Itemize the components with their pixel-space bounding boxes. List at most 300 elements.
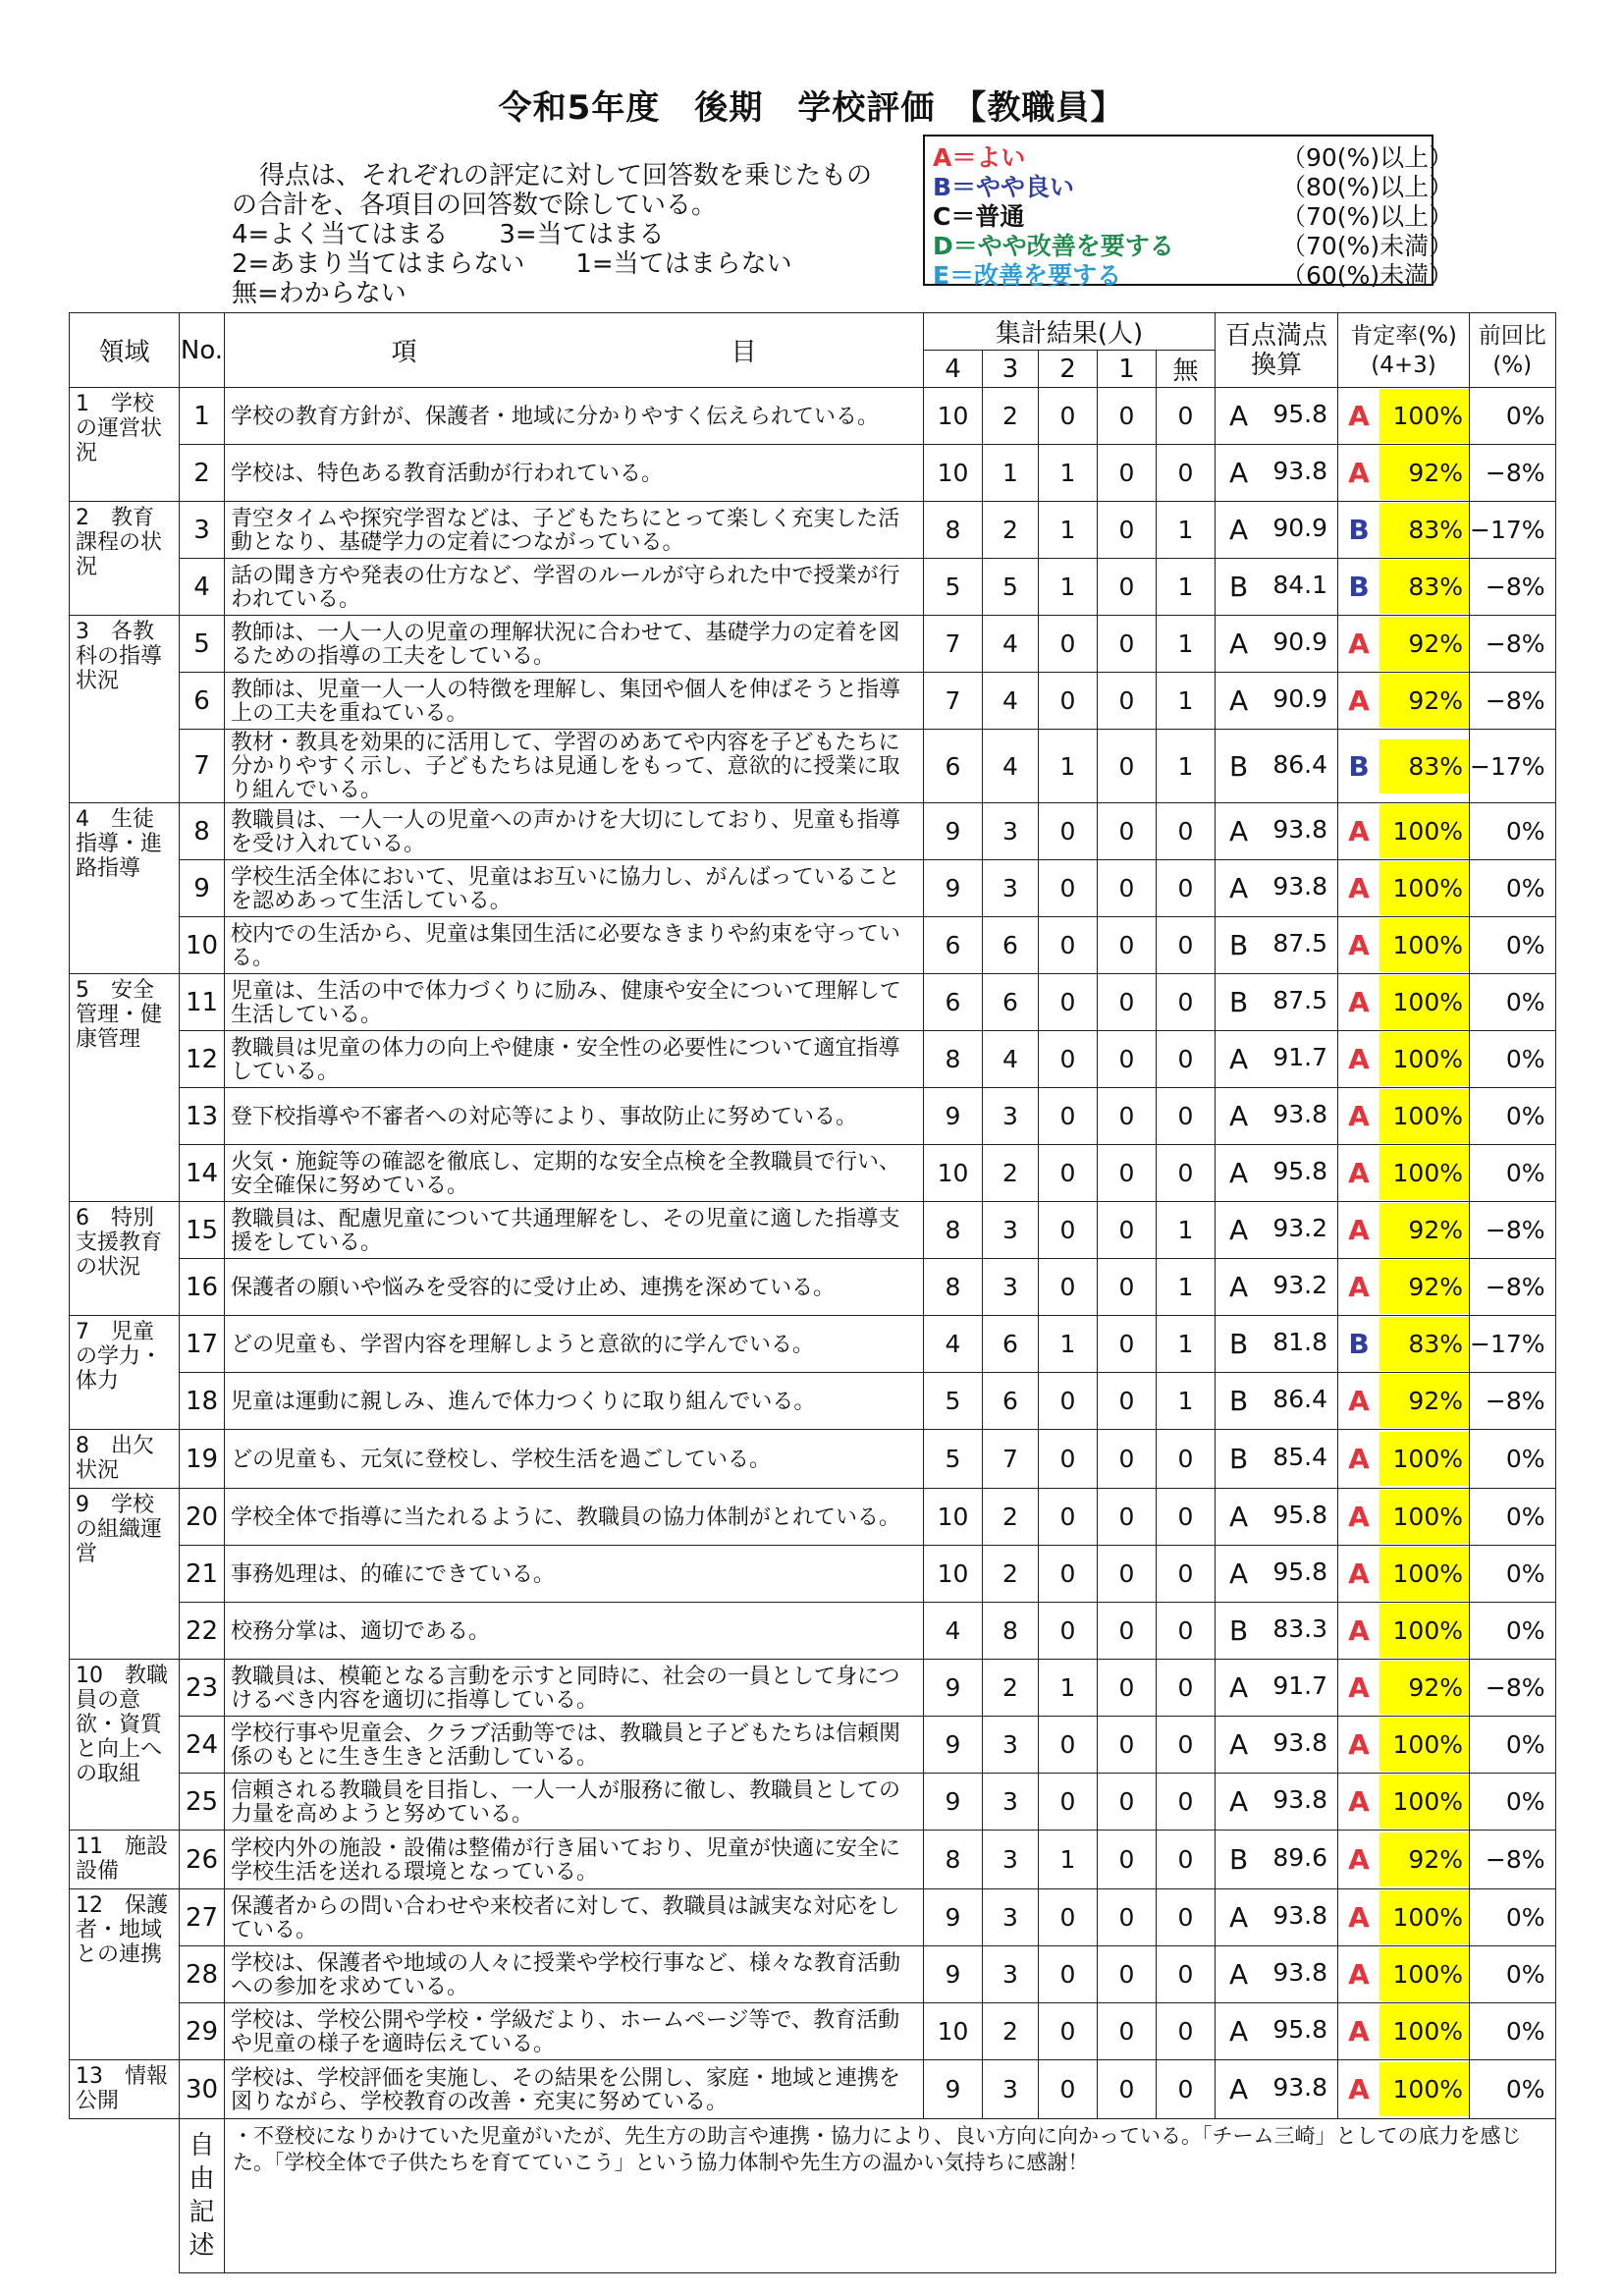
rate-value: 100% — [1380, 389, 1469, 443]
legend-threshold: （90(%)以上） — [1281, 143, 1454, 172]
count-c3: 2 — [983, 388, 1039, 445]
legend-threshold: （60(%)未満） — [1281, 261, 1454, 290]
count-c1: 0 — [1098, 1660, 1157, 1717]
count-c3: 3 — [983, 2060, 1039, 2119]
rate-value: 100% — [1380, 861, 1469, 915]
free-label-text: 自由記述 — [189, 2131, 215, 2261]
rate-cell — [1338, 1316, 1470, 1373]
evaluation-table — [69, 312, 1556, 2273]
rate-value: 83% — [1380, 560, 1469, 614]
count-c0: 1 — [1157, 730, 1216, 803]
table-row — [70, 1546, 1556, 1603]
rate-value: 100% — [1380, 1604, 1469, 1658]
count-c1: 0 — [1098, 1373, 1157, 1430]
page-title: 令和5年度 後期 学校評価 【教職員】 — [498, 88, 1125, 128]
count-c0: 0 — [1157, 388, 1216, 445]
rate-cell — [1338, 2060, 1470, 2119]
table-row — [70, 1660, 1556, 1717]
count-c2: 0 — [1039, 1489, 1098, 1546]
free-comment-label — [180, 2119, 225, 2273]
item-text: 事務処理は、的確にできている。 — [225, 1546, 924, 1603]
rate-cell — [1338, 616, 1470, 673]
row-number: 15 — [180, 1202, 225, 1259]
scoring-explanation — [232, 161, 872, 308]
legend-row — [933, 168, 1454, 201]
rate-cell — [1338, 1202, 1470, 1259]
change-value: 0% — [1470, 1430, 1556, 1489]
count-c4: 10 — [924, 445, 983, 502]
count-c0: 0 — [1157, 1774, 1216, 1831]
rate-cell — [1338, 1031, 1470, 1088]
legend-label: C＝普通 — [933, 202, 1025, 231]
score-grade: A — [1229, 457, 1249, 489]
rate-grade: A — [1348, 1728, 1370, 1761]
score-cell — [1216, 1774, 1338, 1831]
item-text: 校内での生活から、児童は集団生活に必要なきまりや約束を守っている。 — [225, 917, 924, 974]
table-row — [70, 860, 1556, 917]
count-c3: 4 — [983, 616, 1039, 673]
score-cell — [1216, 1603, 1338, 1660]
row-number: 5 — [180, 616, 225, 673]
rate-grade: A — [1348, 1214, 1370, 1246]
row-number: 12 — [180, 1031, 225, 1088]
score-cell — [1216, 1889, 1338, 1946]
rate-cell — [1338, 860, 1470, 917]
score-grade: B — [1229, 571, 1249, 603]
rate-cell — [1338, 1774, 1470, 1831]
area-label: 2 教育課程の状況 — [70, 502, 180, 616]
row-number: 2 — [180, 445, 225, 502]
table-row — [70, 445, 1556, 502]
rate-grade: B — [1348, 1328, 1370, 1360]
count-c2: 0 — [1039, 388, 1098, 445]
change-value: −8% — [1470, 559, 1556, 616]
rate-value: 92% — [1380, 1374, 1469, 1428]
score-value: 89.6 — [1272, 1843, 1327, 1872]
area-label: 11 施設設備 — [70, 1831, 180, 1889]
rate-value: 100% — [1380, 2062, 1469, 2116]
score-value: 93.8 — [1272, 1785, 1327, 1814]
count-c1: 0 — [1098, 2003, 1157, 2060]
rate-value: 92% — [1380, 617, 1469, 671]
count-c4: 10 — [924, 2003, 983, 2060]
count-c4: 8 — [924, 1831, 983, 1889]
score-cell — [1216, 502, 1338, 559]
score-cell — [1216, 1946, 1338, 2003]
table-row — [70, 1031, 1556, 1088]
score-grade: A — [1229, 2073, 1249, 2105]
area-label: 3 各教科の指導状況 — [70, 616, 180, 803]
count-c2: 0 — [1039, 616, 1098, 673]
score-grade: B — [1229, 1443, 1249, 1475]
explanation-line: 2=あまり当てはまらない 1=当てはまらない — [232, 249, 792, 279]
score-grade: A — [1229, 684, 1249, 717]
header-area: 領域 — [70, 313, 180, 388]
legend-label: E＝改善を要する — [933, 261, 1122, 290]
change-value: −8% — [1470, 1660, 1556, 1717]
rate-grade: A — [1348, 1157, 1370, 1189]
score-grade: B — [1229, 1385, 1249, 1417]
area-label: 13 情報公開 — [70, 2060, 180, 2119]
count-c4: 7 — [924, 673, 983, 730]
count-c2: 0 — [1039, 1603, 1098, 1660]
score-value: 93.2 — [1272, 1214, 1327, 1242]
item-text: 児童は、生活の中で体力づくりに励み、健康や安全について理解して生活している。 — [225, 974, 924, 1031]
count-c4: 8 — [924, 502, 983, 559]
count-c4: 8 — [924, 1202, 983, 1259]
score-grade: A — [1229, 1043, 1249, 1075]
header-count-2: 2 — [1039, 351, 1098, 388]
score-cell — [1216, 1031, 1338, 1088]
count-c3: 3 — [983, 803, 1039, 860]
header-score-a: 百点満点 — [1224, 320, 1327, 351]
header-tally: 集計結果(人) — [924, 313, 1216, 351]
item-text: 保護者からの問い合わせや来校者に対して、教職員は誠実な対応をしている。 — [225, 1889, 924, 1946]
rate-value: 92% — [1380, 1832, 1469, 1886]
count-c1: 0 — [1098, 1202, 1157, 1259]
score-value: 91.7 — [1272, 1671, 1327, 1700]
score-cell — [1216, 1489, 1338, 1546]
count-c3: 3 — [983, 1831, 1039, 1889]
count-c4: 5 — [924, 1430, 983, 1489]
item-text: 学校内外の施設・設備は整備が行き届いており、児童が快適に安全に学校生活を送れる環境となっている。 — [225, 1831, 924, 1889]
count-c0: 0 — [1157, 1946, 1216, 2003]
count-c3: 6 — [983, 917, 1039, 974]
score-grade: A — [1229, 1785, 1249, 1818]
count-c3: 4 — [983, 730, 1039, 803]
rate-cell — [1338, 730, 1470, 803]
count-c4: 6 — [924, 730, 983, 803]
header-rate — [1338, 313, 1470, 388]
rate-grade: A — [1348, 872, 1370, 904]
row-number: 17 — [180, 1316, 225, 1373]
rate-cell — [1338, 559, 1470, 616]
change-value: 0% — [1470, 1889, 1556, 1946]
table-row — [70, 1145, 1556, 1202]
item-text: 信頼される教職員を目指し、一人一人が服務に徹し、教職員としての力量を高めようと努めている。 — [225, 1774, 924, 1831]
item-text: 学校生活全体において、児童はお互いに協力し、がんばっていることを認めあって生活している。 — [225, 860, 924, 917]
count-c3: 3 — [983, 1088, 1039, 1145]
count-c0: 0 — [1157, 803, 1216, 860]
row-number: 27 — [180, 1889, 225, 1946]
explanation-line: 得点は、それぞれの評定に対して回答数を乗じたもの — [259, 161, 873, 191]
score-cell — [1216, 616, 1338, 673]
score-cell — [1216, 860, 1338, 917]
rate-value: 100% — [1380, 1775, 1469, 1829]
rate-value: 92% — [1380, 674, 1469, 728]
header-change-a: 前回比 — [1478, 322, 1546, 349]
change-value: −8% — [1470, 616, 1556, 673]
score-value: 85.4 — [1272, 1443, 1327, 1471]
count-c3: 6 — [983, 1373, 1039, 1430]
rate-grade: A — [1348, 1958, 1370, 1991]
score-grade: A — [1229, 815, 1249, 847]
item-text: 教職員は、模範となる言動を示すと同時に、社会の一員として身につけるべき内容を適切に指導している。 — [225, 1660, 924, 1717]
table-row — [70, 1373, 1556, 1430]
count-c3: 3 — [983, 1946, 1039, 2003]
score-value: 95.8 — [1272, 400, 1327, 428]
change-value: 0% — [1470, 860, 1556, 917]
score-value: 93.8 — [1272, 1728, 1327, 1757]
count-c4: 5 — [924, 1373, 983, 1430]
area-label: 7 児童の学力・体力 — [70, 1316, 180, 1430]
count-c2: 0 — [1039, 1259, 1098, 1316]
score-value: 91.7 — [1272, 1043, 1327, 1071]
header-item — [225, 313, 924, 388]
count-c3: 4 — [983, 673, 1039, 730]
item-text: 教職員は、一人一人の児童への声かけを大切にしており、児童も指導を受け入れている。 — [225, 803, 924, 860]
score-cell — [1216, 917, 1338, 974]
rate-cell — [1338, 1259, 1470, 1316]
header-count-1: 1 — [1098, 351, 1157, 388]
count-c4: 9 — [924, 1889, 983, 1946]
score-cell — [1216, 1145, 1338, 1202]
count-c3: 2 — [983, 1145, 1039, 1202]
table-row — [70, 1202, 1556, 1259]
count-c4: 6 — [924, 917, 983, 974]
count-c2: 0 — [1039, 2003, 1098, 2060]
row-number: 16 — [180, 1259, 225, 1316]
legend-threshold: （70(%)以上） — [1281, 202, 1454, 231]
count-c3: 2 — [983, 1660, 1039, 1717]
legend-row — [933, 227, 1454, 260]
score-grade: A — [1229, 1901, 1249, 1934]
score-cell — [1216, 1546, 1338, 1603]
count-c4: 9 — [924, 803, 983, 860]
count-c2: 1 — [1039, 559, 1098, 616]
item-text: 保護者の願いや悩みを受容的に受け止め、連携を深めている。 — [225, 1259, 924, 1316]
rate-value: 100% — [1380, 975, 1469, 1029]
count-c0: 0 — [1157, 1660, 1216, 1717]
rate-grade: A — [1348, 1443, 1370, 1475]
table-row — [70, 502, 1556, 559]
count-c2: 0 — [1039, 1430, 1098, 1489]
rate-cell — [1338, 1603, 1470, 1660]
rate-value: 92% — [1380, 1661, 1469, 1715]
rate-grade: A — [1348, 1100, 1370, 1132]
score-grade: B — [1229, 1614, 1249, 1647]
row-number: 29 — [180, 2003, 225, 2060]
score-value: 86.4 — [1272, 749, 1327, 779]
count-c4: 7 — [924, 616, 983, 673]
explanation-line: 4=よく当てはまる 3=当てはまる — [232, 220, 665, 249]
score-value: 93.2 — [1272, 1271, 1327, 1299]
row-number: 26 — [180, 1831, 225, 1889]
count-c1: 0 — [1098, 1430, 1157, 1489]
rate-cell — [1338, 1546, 1470, 1603]
score-value: 81.8 — [1272, 1328, 1327, 1356]
change-value: 0% — [1470, 1031, 1556, 1088]
rate-cell — [1338, 502, 1470, 559]
area-label: 9 学校の組織運営 — [70, 1489, 180, 1660]
row-number: 20 — [180, 1489, 225, 1546]
count-c4: 5 — [924, 559, 983, 616]
row-number: 13 — [180, 1088, 225, 1145]
change-value: 0% — [1470, 388, 1556, 445]
score-value: 90.9 — [1272, 628, 1327, 656]
rate-cell — [1338, 974, 1470, 1031]
count-c2: 1 — [1039, 1316, 1098, 1373]
score-grade: A — [1229, 1100, 1249, 1132]
score-grade: A — [1229, 628, 1249, 660]
count-c0: 1 — [1157, 1202, 1216, 1259]
rate-value: 100% — [1380, 2004, 1469, 2058]
count-c1: 0 — [1098, 803, 1157, 860]
change-value: 0% — [1470, 1946, 1556, 2003]
count-c3: 2 — [983, 2003, 1039, 2060]
count-c1: 0 — [1098, 860, 1157, 917]
table-row — [70, 803, 1556, 860]
count-c2: 0 — [1039, 803, 1098, 860]
rate-cell — [1338, 1430, 1470, 1489]
count-c3: 3 — [983, 1889, 1039, 1946]
count-c4: 10 — [924, 1546, 983, 1603]
rate-value: 100% — [1380, 1032, 1469, 1086]
rate-cell — [1338, 1489, 1470, 1546]
table-row — [70, 616, 1556, 673]
score-grade: A — [1229, 1558, 1249, 1590]
count-c1: 0 — [1098, 974, 1157, 1031]
count-c2: 0 — [1039, 1031, 1098, 1088]
change-value: 0% — [1470, 1603, 1556, 1660]
rate-value: 92% — [1380, 1203, 1469, 1257]
score-grade: A — [1229, 2015, 1249, 2048]
rate-value: 100% — [1380, 1432, 1469, 1486]
count-c0: 0 — [1157, 445, 1216, 502]
rate-grade: A — [1348, 1901, 1370, 1934]
area-label: 12 保護者・地域との連携 — [70, 1889, 180, 2060]
item-text: 児童は運動に親しみ、進んで体力つくりに取り組んでいる。 — [225, 1373, 924, 1430]
count-c1: 0 — [1098, 1316, 1157, 1373]
score-cell — [1216, 2060, 1338, 2119]
score-cell — [1216, 1316, 1338, 1373]
count-c3: 3 — [983, 860, 1039, 917]
count-c4: 9 — [924, 860, 983, 917]
change-value: 0% — [1470, 974, 1556, 1031]
change-value: −17% — [1470, 730, 1556, 803]
table-row — [70, 1430, 1556, 1489]
count-c4: 4 — [924, 1316, 983, 1373]
rate-grade: B — [1348, 514, 1370, 546]
score-cell — [1216, 1660, 1338, 1717]
rate-grade: A — [1348, 1043, 1370, 1075]
table-body — [70, 388, 1556, 2119]
count-c4: 9 — [924, 1946, 983, 2003]
count-c2: 0 — [1039, 917, 1098, 974]
count-c1: 0 — [1098, 1889, 1157, 1946]
item-text: 学校行事や児童会、クラブ活動等では、教職員と子どもたちは信頼関係のもとに生き生きと活動している。 — [225, 1717, 924, 1774]
change-value: 0% — [1470, 1088, 1556, 1145]
table-row — [70, 2003, 1556, 2060]
area-label: 4 生徒指導・進路指導 — [70, 803, 180, 974]
count-c1: 0 — [1098, 445, 1157, 502]
rate-grade: A — [1348, 1501, 1370, 1533]
header-item-a: 項 — [391, 338, 417, 367]
rate-grade: A — [1348, 1385, 1370, 1417]
rate-value: 83% — [1380, 1317, 1469, 1371]
count-c4: 9 — [924, 1717, 983, 1774]
table-row — [70, 388, 1556, 445]
count-c2: 0 — [1039, 1088, 1098, 1145]
header-rate-a: 肯定率(%) — [1350, 322, 1457, 349]
score-grade: A — [1229, 1214, 1249, 1246]
score-grade: A — [1229, 872, 1249, 904]
header-item-b: 目 — [730, 338, 757, 367]
count-c0: 1 — [1157, 559, 1216, 616]
rate-grade: B — [1348, 749, 1370, 783]
legend-threshold: （80(%)以上） — [1281, 173, 1454, 201]
rate-cell — [1338, 1145, 1470, 1202]
count-c3: 2 — [983, 1546, 1039, 1603]
count-c0: 0 — [1157, 1603, 1216, 1660]
table-row — [70, 1946, 1556, 2003]
count-c3: 3 — [983, 1774, 1039, 1831]
rate-cell — [1338, 917, 1470, 974]
score-value: 87.5 — [1272, 986, 1327, 1014]
score-value: 93.8 — [1272, 872, 1327, 901]
count-c3: 7 — [983, 1430, 1039, 1489]
change-value: 0% — [1470, 917, 1556, 974]
score-cell — [1216, 1202, 1338, 1259]
count-c0: 0 — [1157, 1088, 1216, 1145]
score-cell — [1216, 559, 1338, 616]
count-c2: 0 — [1039, 974, 1098, 1031]
rate-grade: B — [1348, 571, 1370, 603]
count-c1: 0 — [1098, 1088, 1157, 1145]
row-number: 10 — [180, 917, 225, 974]
grade-legend — [923, 135, 1454, 290]
rate-grade: A — [1348, 628, 1370, 660]
rate-value: 100% — [1380, 804, 1469, 858]
count-c0: 0 — [1157, 1546, 1216, 1603]
table-row — [70, 1489, 1556, 1546]
row-number: 6 — [180, 673, 225, 730]
count-c1: 0 — [1098, 1831, 1157, 1889]
row-number: 28 — [180, 1946, 225, 2003]
count-c3: 2 — [983, 502, 1039, 559]
count-c2: 0 — [1039, 2060, 1098, 2119]
row-number: 23 — [180, 1660, 225, 1717]
rate-value: 100% — [1380, 1718, 1469, 1772]
row-number: 22 — [180, 1603, 225, 1660]
header-no: No. — [180, 313, 225, 388]
count-c0: 0 — [1157, 1831, 1216, 1889]
header-score-b: 換算 — [1250, 350, 1302, 380]
count-c3: 1 — [983, 445, 1039, 502]
rate-cell — [1338, 1088, 1470, 1145]
count-c0: 1 — [1157, 1259, 1216, 1316]
row-number: 30 — [180, 2060, 225, 2119]
rate-grade: A — [1348, 684, 1370, 717]
header-rate-b: (4+3) — [1371, 352, 1436, 378]
table-row — [70, 2060, 1556, 2119]
change-value: −8% — [1470, 1202, 1556, 1259]
count-c3: 3 — [983, 1259, 1039, 1316]
legend-label: A＝よい — [933, 143, 1026, 172]
rate-grade: A — [1348, 815, 1370, 847]
count-c4: 10 — [924, 1145, 983, 1202]
count-c1: 0 — [1098, 1717, 1157, 1774]
rate-value: 100% — [1380, 1547, 1469, 1601]
score-cell — [1216, 1430, 1338, 1489]
score-value: 95.8 — [1272, 1501, 1327, 1529]
rate-cell — [1338, 445, 1470, 502]
score-cell — [1216, 1259, 1338, 1316]
score-value: 95.8 — [1272, 2015, 1327, 2044]
count-c2: 0 — [1039, 1774, 1098, 1831]
rate-cell — [1338, 1717, 1470, 1774]
count-c0: 1 — [1157, 1316, 1216, 1373]
